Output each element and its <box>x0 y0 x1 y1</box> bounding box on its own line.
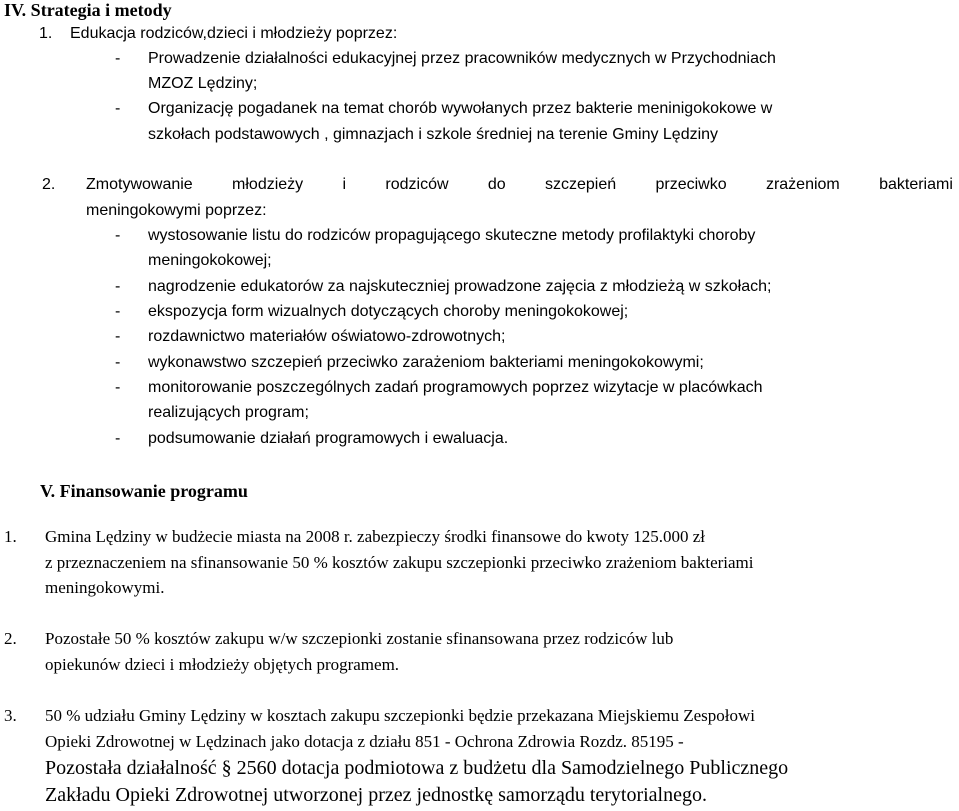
item-2-bullet-3 <box>0 303 959 327</box>
fin-item-3-cont: Pozostała działalność § 2560 dotacja podmiotowa z budżetu dla Samodzielnego Publicznego <box>45 757 789 779</box>
fin-item-number: 3. <box>4 706 17 725</box>
item-1-intro: Edukacja rodziców,dzieci i młodzieży poprzez: <box>70 25 398 42</box>
item-1-bullet-2-cont <box>0 126 959 150</box>
bullet-dash: - <box>115 328 121 345</box>
word: do <box>487 176 506 193</box>
bullet-text: Prowadzenie działalności edukacyjnej przez pracowników medycznych w Przychodniach <box>148 50 776 67</box>
bullet-text: Organizację pogadanek na temat chorób wywołanych przez bakterie meninigokokowe w <box>148 100 773 117</box>
bullet-dash: - <box>115 100 121 117</box>
bullet-dash: - <box>115 50 121 67</box>
bullet-text: wystosowanie listu do rodziców propagującego skuteczne metody profilaktyki choroby <box>148 227 756 244</box>
bullet-dash: - <box>115 430 121 447</box>
item-2-bullet-2 <box>0 278 959 302</box>
fin-item-text: Gmina Lędziny w budżecie miasta na 2008 r. zabezpieczy środki finansowe do kwoty 125.000 zł <box>45 527 705 546</box>
bullet-text: monitorowanie poszczególnych zadań programowych poprzez wizytacje w placówkach <box>148 379 763 396</box>
bullet-text: wykonawstwo szczepień przeciwko zarażeniom bakteriami meningokokowymi; <box>148 354 704 371</box>
bullet-text: ekspozycja form wizualnych dotyczących choroby meningokokowej; <box>148 303 629 320</box>
word: bakteriami <box>879 176 953 193</box>
fin-item-3-cont: Zakładu Opieki Zdrowotnej utworzonej przez jednostkę samorządu terytorialnego. <box>45 784 707 806</box>
bullet-dash: - <box>115 227 121 244</box>
item-2-line-1 <box>86 176 953 200</box>
bullet-dash: - <box>115 354 121 371</box>
section-4-heading: IV. Strategia i metody <box>4 0 172 20</box>
item-2-bullet-5 <box>0 354 959 378</box>
bullet-text: rozdawnictwo materiałów oświatowo-zdrowotnych; <box>148 328 506 345</box>
fin-item-3-cont: Opieki Zdrowotnej w Lędzinach jako dotacja z działu 851 - Ochrona Zdrowia Rozdz. 85195 - <box>45 732 684 751</box>
item-2-bullet-6 <box>0 379 959 403</box>
item-2-bullet-1-cont <box>0 252 959 276</box>
fin-item-2 <box>0 629 959 653</box>
bullet-dash: - <box>115 379 121 396</box>
word: młodzieży <box>232 176 304 193</box>
bullet-text: nagrodzenie edukatorów za najskuteczniej prowadzone zajęcia z młodzieżą w szkołach; <box>148 278 772 295</box>
bullet-dash: - <box>115 303 121 320</box>
item-1-number: 1. <box>39 25 53 42</box>
fin-item-number: 2. <box>4 629 17 648</box>
bullet-text: podsumowanie działań programowych i ewaluacja. <box>148 430 509 447</box>
bullet-text: MZOZ Lędziny; <box>148 75 258 92</box>
item-2-line-2: meningokowymi poprzez: <box>86 202 267 219</box>
word: Zmotywowanie <box>86 176 193 193</box>
bullet-dash: - <box>115 278 121 295</box>
word: rodziców <box>385 176 449 193</box>
word: szczepień <box>544 176 617 193</box>
bullet-text: realizujących program; <box>148 404 309 421</box>
word: i <box>342 176 347 193</box>
fin-item-3 <box>0 706 959 730</box>
fin-item-number: 1. <box>4 527 17 546</box>
bullet-text: meningokokowej; <box>148 252 272 269</box>
fin-item-text: 50 % udziału Gminy Lędziny w kosztach zakupu szczepionki będzie przekazana Miejskiemu Zespołowi <box>45 706 755 725</box>
section-5-heading: V. Finansowanie programu <box>40 481 248 501</box>
item-1-bullet-2 <box>0 100 959 124</box>
item-1-intro-line <box>0 25 959 49</box>
fin-item-2-cont: opiekunów dzieci i młodzieży objętych programem. <box>45 655 400 674</box>
item-2-number: 2. <box>42 176 56 193</box>
item-1-bullet-1-cont <box>0 75 959 99</box>
bullet-text: szkołach podstawowych , gimnazjach i szkole średniej na terenie Gminy Lędziny <box>148 126 719 143</box>
fin-item-1 <box>0 527 959 551</box>
item-2-bullet-1 <box>0 227 959 251</box>
fin-item-text: Pozostałe 50 % kosztów zakupu w/w szczepionki zostanie sfinansowana przez rodziców lub <box>45 629 674 648</box>
item-2-bullet-4 <box>0 328 959 352</box>
item-1-bullet-1 <box>0 50 959 74</box>
fin-item-1-cont: meningokowymi. <box>45 578 165 597</box>
item-2-bullet-6-cont <box>0 404 959 428</box>
fin-item-1-cont: z przeznaczeniem na sfinansowanie 50 % kosztów zakupu szczepionki przeciwko zrażeniom bakteriami <box>45 553 754 572</box>
word: przeciwko <box>655 176 727 193</box>
item-2-bullet-7 <box>0 430 959 454</box>
word: zrażeniom <box>765 176 840 193</box>
